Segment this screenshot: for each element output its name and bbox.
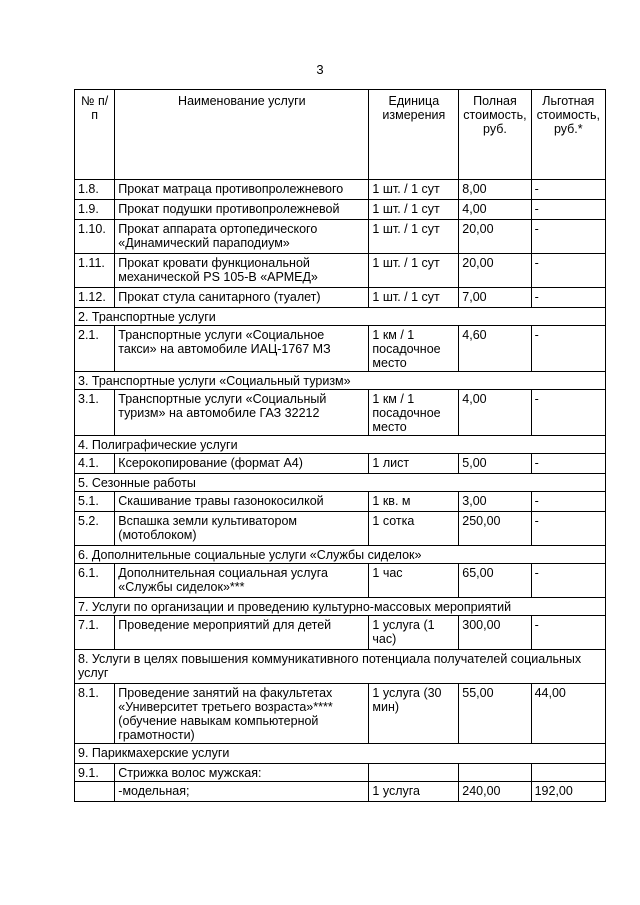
row-number: 6.1. xyxy=(75,564,115,598)
header-name: Наименование услуги xyxy=(115,90,369,180)
section-row xyxy=(75,598,606,616)
section-title: 9. Парикмахерские услуги xyxy=(75,744,606,764)
row-number: 1.12. xyxy=(75,288,115,308)
row-number: 9.1. xyxy=(75,764,115,782)
full-price: 240,00 xyxy=(459,782,531,802)
section-row xyxy=(75,308,606,326)
unit-of-measure: 1 км / 1 посадочное место xyxy=(369,390,459,436)
section-title: 8. Услуги в целях повышения коммуникативного потенциала получателей социальных услуг xyxy=(75,650,606,684)
section-title: 2. Транспортные услуги xyxy=(75,308,606,326)
section-title: 6. Дополнительные социальные услуги «Службы сиделок» xyxy=(75,546,606,564)
full-price: 4,60 xyxy=(459,326,531,372)
row-number: 7.1. xyxy=(75,616,115,650)
service-name: Прокат аппарата ортопедического «Динамический параподиум» xyxy=(115,220,369,254)
service-name: Прокат подушки противопролежневой xyxy=(115,200,369,220)
discount-price: - xyxy=(531,180,605,200)
table-row xyxy=(75,454,606,474)
table-row xyxy=(75,512,606,546)
discount-price: - xyxy=(531,288,605,308)
table-row xyxy=(75,254,606,288)
row-number: 4.1. xyxy=(75,454,115,474)
unit-of-measure: 1 услуга (30 мин) xyxy=(369,684,459,744)
row-number: 1.10. xyxy=(75,220,115,254)
full-price: 65,00 xyxy=(459,564,531,598)
full-price: 5,00 xyxy=(459,454,531,474)
discount-price: - xyxy=(531,564,605,598)
section-title: 4. Полиграфические услуги xyxy=(75,436,606,454)
discount-price: - xyxy=(531,454,605,474)
row-number xyxy=(75,782,115,802)
price-table xyxy=(74,89,606,802)
table-header-row xyxy=(75,90,606,180)
header-discount-price: Льготная стоимость, руб.* xyxy=(531,90,605,180)
service-name: Дополнительная социальная услуга «Службы сиделок»*** xyxy=(115,564,369,598)
table-row xyxy=(75,200,606,220)
unit-of-measure: 1 услуга (1 час) xyxy=(369,616,459,650)
unit-of-measure xyxy=(369,764,459,782)
row-number: 1.9. xyxy=(75,200,115,220)
full-price: 250,00 xyxy=(459,512,531,546)
full-price: 4,00 xyxy=(459,390,531,436)
page-number: 3 xyxy=(316,62,324,77)
section-title: 7. Услуги по организации и проведению культурно-массовых мероприятий xyxy=(75,598,606,616)
header-full-price: Полная стоимость, руб. xyxy=(459,90,531,180)
unit-of-measure: 1 лист xyxy=(369,454,459,474)
row-number: 2.1. xyxy=(75,326,115,372)
table-row xyxy=(75,220,606,254)
discount-price: - xyxy=(531,390,605,436)
row-number: 1.11. xyxy=(75,254,115,288)
row-number: 1.8. xyxy=(75,180,115,200)
service-name: Ксерокопирование (формат А4) xyxy=(115,454,369,474)
section-title: 5. Сезонные работы xyxy=(75,474,606,492)
row-number: 5.2. xyxy=(75,512,115,546)
unit-of-measure: 1 шт. / 1 сут xyxy=(369,288,459,308)
table-row xyxy=(75,764,606,782)
full-price: 20,00 xyxy=(459,220,531,254)
discount-price: 192,00 xyxy=(531,782,605,802)
table-row xyxy=(75,492,606,512)
discount-price: - xyxy=(531,326,605,372)
table-row xyxy=(75,288,606,308)
unit-of-measure: 1 шт. / 1 сут xyxy=(369,200,459,220)
full-price: 300,00 xyxy=(459,616,531,650)
discount-price: - xyxy=(531,220,605,254)
unit-of-measure: 1 шт. / 1 сут xyxy=(369,254,459,288)
service-name: Прокат кровати функциональной механической PS 105-В «АРМЕД» xyxy=(115,254,369,288)
table-row xyxy=(75,180,606,200)
discount-price: 44,00 xyxy=(531,684,605,744)
row-number: 8.1. xyxy=(75,684,115,744)
full-price: 8,00 xyxy=(459,180,531,200)
header-unit: Единица измерения xyxy=(369,90,459,180)
unit-of-measure: 1 кв. м xyxy=(369,492,459,512)
section-row xyxy=(75,650,606,684)
row-number: 5.1. xyxy=(75,492,115,512)
section-row xyxy=(75,474,606,492)
discount-price xyxy=(531,764,605,782)
service-name: Транспортные услуги «Социальное такси» на автомобиле ИАЦ-1767 МЗ xyxy=(115,326,369,372)
service-name: Стрижка волос мужская: xyxy=(115,764,369,782)
table-row xyxy=(75,616,606,650)
unit-of-measure: 1 сотка xyxy=(369,512,459,546)
service-name: Прокат матраца противопролежневого xyxy=(115,180,369,200)
unit-of-measure: 1 шт. / 1 сут xyxy=(369,220,459,254)
full-price xyxy=(459,764,531,782)
table-row xyxy=(75,326,606,372)
unit-of-measure: 1 шт. / 1 сут xyxy=(369,180,459,200)
full-price: 3,00 xyxy=(459,492,531,512)
table-body xyxy=(75,180,606,802)
full-price: 4,00 xyxy=(459,200,531,220)
discount-price: - xyxy=(531,512,605,546)
service-name: Транспортные услуги «Социальный туризм» на автомобиле ГАЗ 32212 xyxy=(115,390,369,436)
discount-price: - xyxy=(531,492,605,512)
header-num: № п/п xyxy=(75,90,115,180)
table-row xyxy=(75,782,606,802)
full-price: 7,00 xyxy=(459,288,531,308)
table-row xyxy=(75,390,606,436)
unit-of-measure: 1 час xyxy=(369,564,459,598)
table-row xyxy=(75,564,606,598)
table-row xyxy=(75,684,606,744)
row-number: 3.1. xyxy=(75,390,115,436)
unit-of-measure: 1 км / 1 посадочное место xyxy=(369,326,459,372)
service-name: Скашивание травы газонокосилкой xyxy=(115,492,369,512)
service-name: Проведение занятий на факультетах «Университет третьего возраста»**** (обучение навыкам компьютерной грамотности) xyxy=(115,684,369,744)
section-row xyxy=(75,372,606,390)
service-name: Проведение мероприятий для детей xyxy=(115,616,369,650)
full-price: 55,00 xyxy=(459,684,531,744)
full-price: 20,00 xyxy=(459,254,531,288)
discount-price: - xyxy=(531,616,605,650)
section-row xyxy=(75,546,606,564)
section-title: 3. Транспортные услуги «Социальный туризм» xyxy=(75,372,606,390)
unit-of-measure: 1 услуга xyxy=(369,782,459,802)
service-name: -модельная; xyxy=(115,782,369,802)
discount-price: - xyxy=(531,200,605,220)
section-row xyxy=(75,744,606,764)
section-row xyxy=(75,436,606,454)
service-name: Прокат стула санитарного (туалет) xyxy=(115,288,369,308)
service-name: Вспашка земли культиватором (мотоблоком) xyxy=(115,512,369,546)
discount-price: - xyxy=(531,254,605,288)
